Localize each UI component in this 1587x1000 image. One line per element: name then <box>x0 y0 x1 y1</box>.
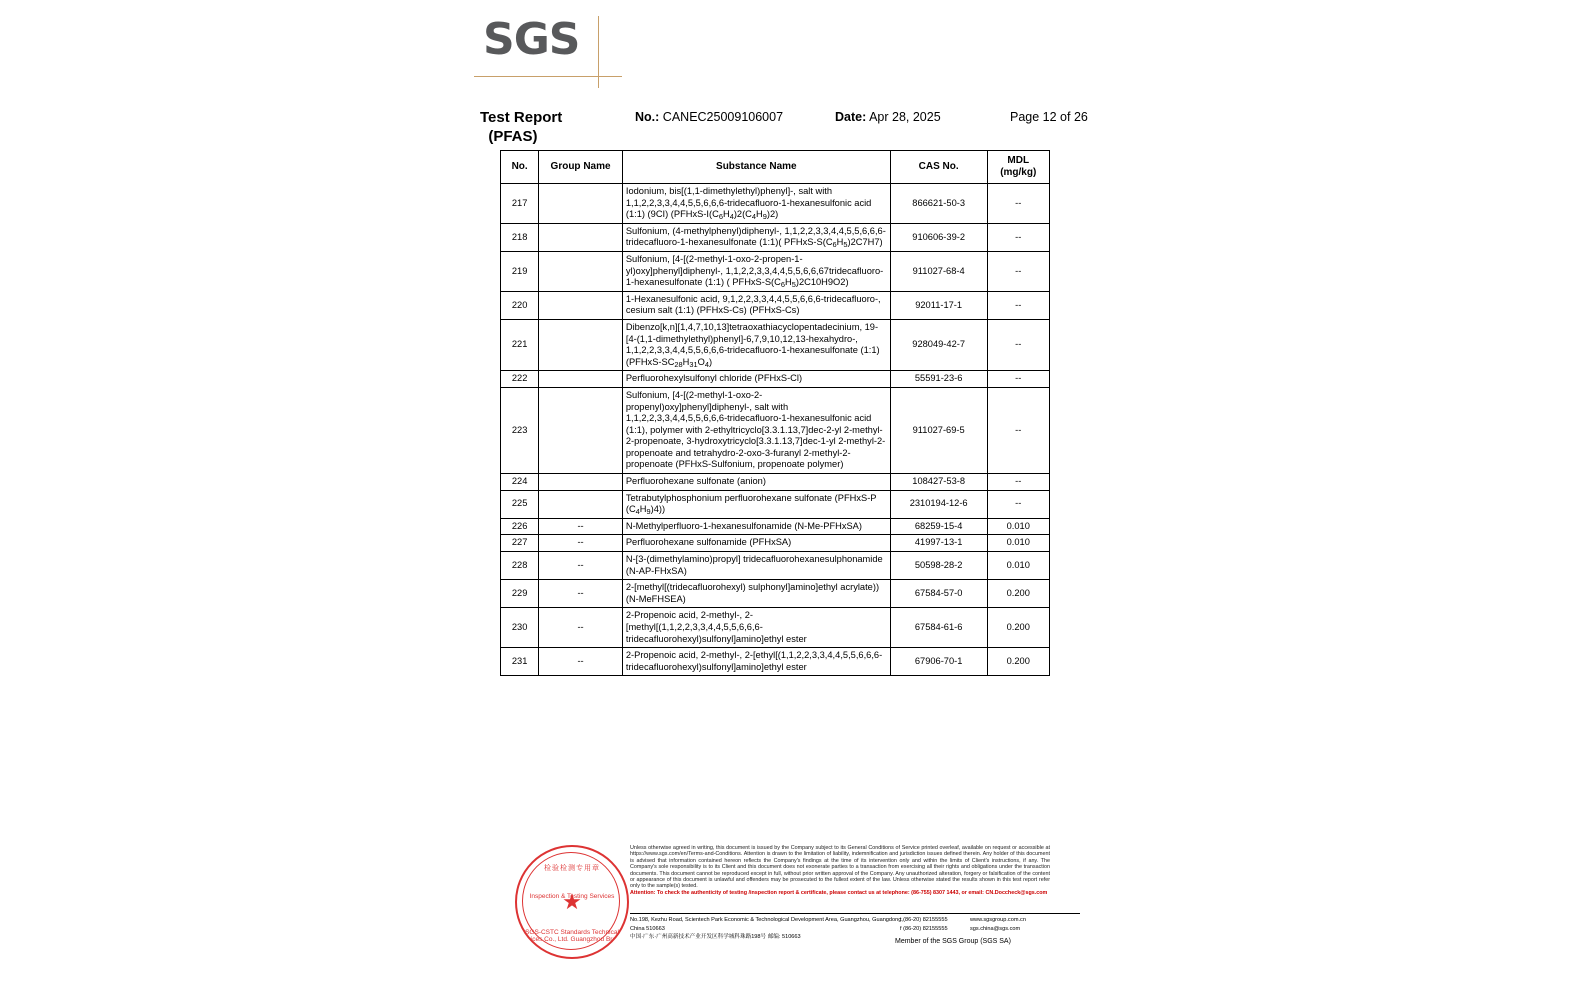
footer-divider <box>630 913 1080 914</box>
table-header-row <box>501 151 1050 184</box>
contact-email: sgs.china@sgs.com <box>970 925 1021 932</box>
table-row <box>501 223 1050 251</box>
cell-no: 227 <box>501 535 539 552</box>
cell-substance-name: 2-[methyl[(tridecafluorohexyl) sulphonyl]amino]ethyl acrylate)) (N-MeFHSEA) <box>622 580 890 608</box>
cell-substance-name: Perfluorohexylsulfonyl chloride (PFHxS-Cl) <box>622 371 890 388</box>
cell-mdl: 0.010 <box>987 552 1050 580</box>
cell-cas-no: 866621-50-3 <box>890 184 987 224</box>
table-row <box>501 291 1050 319</box>
cell-mdl: -- <box>987 251 1050 291</box>
cell-cas-no: 50598-28-2 <box>890 552 987 580</box>
legal-disclaimer <box>630 845 1050 896</box>
cell-substance-name: 1-Hexanesulfonic acid, 9,1,2,2,3,3,4,4,5,5,6,6,6-tridecafluoro-, cesium salt (1:1) (PFHxS-Cs) (PFHxS-Cs) <box>622 291 890 319</box>
cell-cas-no: 41997-13-1 <box>890 535 987 552</box>
disclaimer-attention: Attention: To check the authenticity of testing /inspection report & certificate, please contact us at telephone: (86-755) 8307 1443, or email: CN.Doccheck@sgs.com <box>630 889 1048 896</box>
table-row <box>501 474 1050 491</box>
cell-cas-no: 67584-61-6 <box>890 608 987 648</box>
cell-no: 229 <box>501 580 539 608</box>
table-row <box>501 535 1050 552</box>
table-row <box>501 580 1050 608</box>
cell-group-name: -- <box>539 648 623 676</box>
cell-mdl: -- <box>987 474 1050 491</box>
cell-substance-name: N-Methylperfluoro-1-hexanesulfonamide (N-Me-PFHxSA) <box>622 518 890 535</box>
cell-cas-no: 911027-68-4 <box>890 251 987 291</box>
logo-horizontal-rule <box>474 76 622 77</box>
cell-substance-name: Sulfonium, (4-methylphenyl)diphenyl-, 1,1,2,2,3,3,4,4,5,5,6,6,6-tridecafluoro-1-hexanesulfonate (1:1)( PFHxS-$S(C_6H_5)2C7H7$) <box>622 223 890 251</box>
cell-no: 228 <box>501 552 539 580</box>
company-address <box>630 916 910 942</box>
cell-mdl: 0.010 <box>987 518 1050 535</box>
column-header-no: No. <box>501 151 539 184</box>
cell-cas-no: 911027-69-5 <box>890 387 987 473</box>
cell-cas-no: 55591-23-6 <box>890 371 987 388</box>
cell-mdl: -- <box>987 223 1050 251</box>
table-row <box>501 319 1050 370</box>
logo-vertical-rule <box>598 16 599 88</box>
cell-cas-no: 68259-15-4 <box>890 518 987 535</box>
cell-no: 223 <box>501 387 539 473</box>
seal-star-icon: ★ <box>562 889 582 914</box>
cell-group-name <box>539 223 623 251</box>
cell-group-name <box>539 387 623 473</box>
cell-mdl: -- <box>987 371 1050 388</box>
cell-mdl: 0.200 <box>987 580 1050 608</box>
cell-substance-name: Tetrabutylphosphonium perfluorohexane sulfonate (PFHxS-P $(C_4H_9)4$)) <box>622 490 890 518</box>
cell-group-name: -- <box>539 580 623 608</box>
cell-cas-no: 910606-39-2 <box>890 223 987 251</box>
cell-no: 230 <box>501 608 539 648</box>
cell-substance-name: 2-Propenoic acid, 2-methyl-, 2-[methyl[(1,1,2,2,3,3,4,4,5,5,6,6,6-tridecafluorohexyl)sulfonyl]amino]ethyl ester <box>622 608 890 648</box>
report-date-label: Date: <box>835 110 867 124</box>
cell-substance-name: Sulfonium, [4-[(2-methyl-1-oxo-2-propenyl)oxy]phenyl]diphenyl-, salt with 1,1,2,2,3,3,4,4,5,5,6,6,6-tridecafluoro-1-hexanesulfonic acid (1:1), polymer with 2-ethyltricyclo[3.3.1.13,7]dec-2-yl 2-methyl-2-propenoate, 3-hydroxytricyclo[3.3.1.13,7]dec-1-yl 2-methyl-2-propenoate and tetrahydro-2-oxo-3-furanyl 2-methyl-2-propenoate (PFHxS-Sulfonium, propenoate polymer) <box>622 387 890 473</box>
table-row <box>501 608 1050 648</box>
contact-phone-1: t (86-20) 82155555 <box>900 917 948 923</box>
website-url: www.sgsgroup.com.cn <box>970 917 1026 923</box>
address-chinese: 中国·广东·广州高新技术产业开发区科学城科珠路198号 邮编: 510663 <box>630 934 801 941</box>
cell-group-name <box>539 371 623 388</box>
cell-mdl: 0.010 <box>987 535 1050 552</box>
table-row <box>501 552 1050 580</box>
column-header-mdl-line1: MDL <box>1007 155 1030 166</box>
pfas-substance-table <box>500 150 1050 676</box>
cell-substance-name: 2-Propenoic acid, 2-methyl-, 2-[ethyl[(1,1,2,2,3,3,4,4,5,5,6,6,6-tridecafluorohexyl)sulfonyl]amino]ethyl ester <box>622 648 890 676</box>
cell-no: 221 <box>501 319 539 370</box>
cell-mdl: 0.200 <box>987 608 1050 648</box>
sgs-logo <box>480 14 630 84</box>
table-row <box>501 518 1050 535</box>
table-row <box>501 251 1050 291</box>
page-title: Test Report (PFAS) <box>480 109 563 145</box>
cell-cas-no: 67584-57-0 <box>890 580 987 608</box>
seal-bottom-text: SGS-CSTC Standards Technical Services Co., Ltd. Guangzhou Branch <box>517 929 627 943</box>
cell-no: 224 <box>501 474 539 491</box>
cell-substance-name: N-[3-(dimethylamino)propyl] tridecafluorohexanesulphonamide (N-AP-FHxSA) <box>622 552 890 580</box>
cell-mdl: -- <box>987 319 1050 370</box>
table-row <box>501 387 1050 473</box>
cell-no: 218 <box>501 223 539 251</box>
table-row <box>501 648 1050 676</box>
cell-mdl: -- <box>987 291 1050 319</box>
cell-no: 219 <box>501 251 539 291</box>
company-seal-stamp <box>515 845 629 959</box>
cell-no: 231 <box>501 648 539 676</box>
cell-no: 222 <box>501 371 539 388</box>
page-indicator: Page 12 of 26 <box>1010 110 1088 124</box>
cell-group-name <box>539 474 623 491</box>
cell-substance-name: Perfluorohexane sulfonamide (PFHxSA) <box>622 535 890 552</box>
cell-substance-name: Sulfonium, [4-[(2-methyl-1-oxo-2-propen-1-yl)oxy]phenyl]diphenyl-, 1,1,2,2,3,3,4,4,5,5,6,6,67tridecafluoro-1-hexanesulfonate (1:1) ( PFHxS-$S(C_6H_5)2C10H9O2$) <box>622 251 890 291</box>
cell-substance-name: Iodonium, bis[(1,1-dimethylethyl)phenyl]-, salt with 1,1,2,2,3,3,4,4,5,5,6,6,6-tridecafluoro-1-hexanesulfonic acid (1:1) (9CI) $(PFHxS-I(C_6H_4)2(C_4H_9)2)$ <box>622 184 890 224</box>
column-header-cas-no: CAS No. <box>890 151 987 184</box>
cell-mdl: -- <box>987 387 1050 473</box>
cell-cas-no: 928049-42-7 <box>890 319 987 370</box>
cell-group-name <box>539 184 623 224</box>
member-notice: Member of the SGS Group (SGS SA) <box>895 938 1011 945</box>
cell-mdl: -- <box>987 490 1050 518</box>
column-header-mdl-line2: (mg/kg) <box>1000 167 1037 178</box>
cell-group-name <box>539 291 623 319</box>
cell-group-name <box>539 319 623 370</box>
report-number <box>635 110 783 124</box>
document-footer <box>500 845 1560 955</box>
table-row <box>501 184 1050 224</box>
sgs-logo-text: SGS <box>483 14 580 65</box>
cell-cas-no: 2310194-12-6 <box>890 490 987 518</box>
address-english: No.198, Kezhu Road, Scientech Park Economic & Technological Development Area, Guangzhou, Guangdong, China 510663 <box>630 917 903 932</box>
cell-group-name <box>539 251 623 291</box>
report-date <box>835 110 941 124</box>
cell-mdl: 0.200 <box>987 648 1050 676</box>
seal-top-text: 检验检测专用章 <box>544 865 600 872</box>
cell-substance-name: Perfluorohexane sulfonate (anion) <box>622 474 890 491</box>
cell-no: 217 <box>501 184 539 224</box>
report-number-label: No.: <box>635 110 660 124</box>
cell-group-name: -- <box>539 518 623 535</box>
cell-no: 225 <box>501 490 539 518</box>
cell-group-name: -- <box>539 535 623 552</box>
cell-no: 220 <box>501 291 539 319</box>
column-header-mdl <box>987 151 1050 184</box>
cell-cas-no: 108427-53-8 <box>890 474 987 491</box>
column-header-group-name: Group Name <box>539 151 623 184</box>
report-date-value: Apr 28, 2025 <box>869 110 941 124</box>
contact-web <box>970 916 1090 933</box>
cell-cas-no: 92011-17-1 <box>890 291 987 319</box>
table-row <box>501 490 1050 518</box>
seal-mid-text: Inspection & Testing Services <box>529 893 615 900</box>
cell-group-name <box>539 490 623 518</box>
table-row <box>501 371 1050 388</box>
cell-substance-name: Dibenzo[k,n][1,4,7,10,13]tetraoxathiacyclopentadecinium, 19-[4-(1,1-dimethylethyl)phenyl]-6,7,9,10,12,13-hexahydro-, 1,1,2,2,3,3,4,4,5,5,6,6,6-tridecafluoro-1-hexanesulfonate (1:1) $(PFHxS-SC_{28}H_{31}O_4)$ <box>622 319 890 370</box>
cell-group-name: -- <box>539 552 623 580</box>
contact-phone-2: f (86-20) 82155555 <box>900 925 948 932</box>
cell-mdl: -- <box>987 184 1050 224</box>
column-header-substance-name: Substance Name <box>622 151 890 184</box>
cell-cas-no: 67906-70-1 <box>890 648 987 676</box>
cell-no: 226 <box>501 518 539 535</box>
report-number-value: CANEC25009106007 <box>662 110 784 124</box>
cell-group-name: -- <box>539 608 623 648</box>
disclaimer-text: Unless otherwise agreed in writing, this document is issued by the Company subject to its General Conditions of Service printed overleaf, available on request or accessible at https://www.sgs.com/en/Terms-and-Conditions. Attention is drawn to the limitation of liability, indemnification and jurisdiction issues defined therein. Any holder of this document is advised that information contained hereon reflects the Company's findings at the time of its intervention only and within the limits of Client's instructions, if any. The Company's sole responsibility is to its Client and this document does not exonerate parties to a transaction from exercising all their rights and obligations under the transaction documents. This document cannot be reproduced except in full, without prior written approval of the Company. Any unauthorized alteration, forgery or falsification of the content or appearance of this document is unlawful and offenders may be prosecuted to the fullest extent of the law. Unless otherwise stated the results shown in this test report refer only to the sample(s) tested. <box>630 845 1050 890</box>
